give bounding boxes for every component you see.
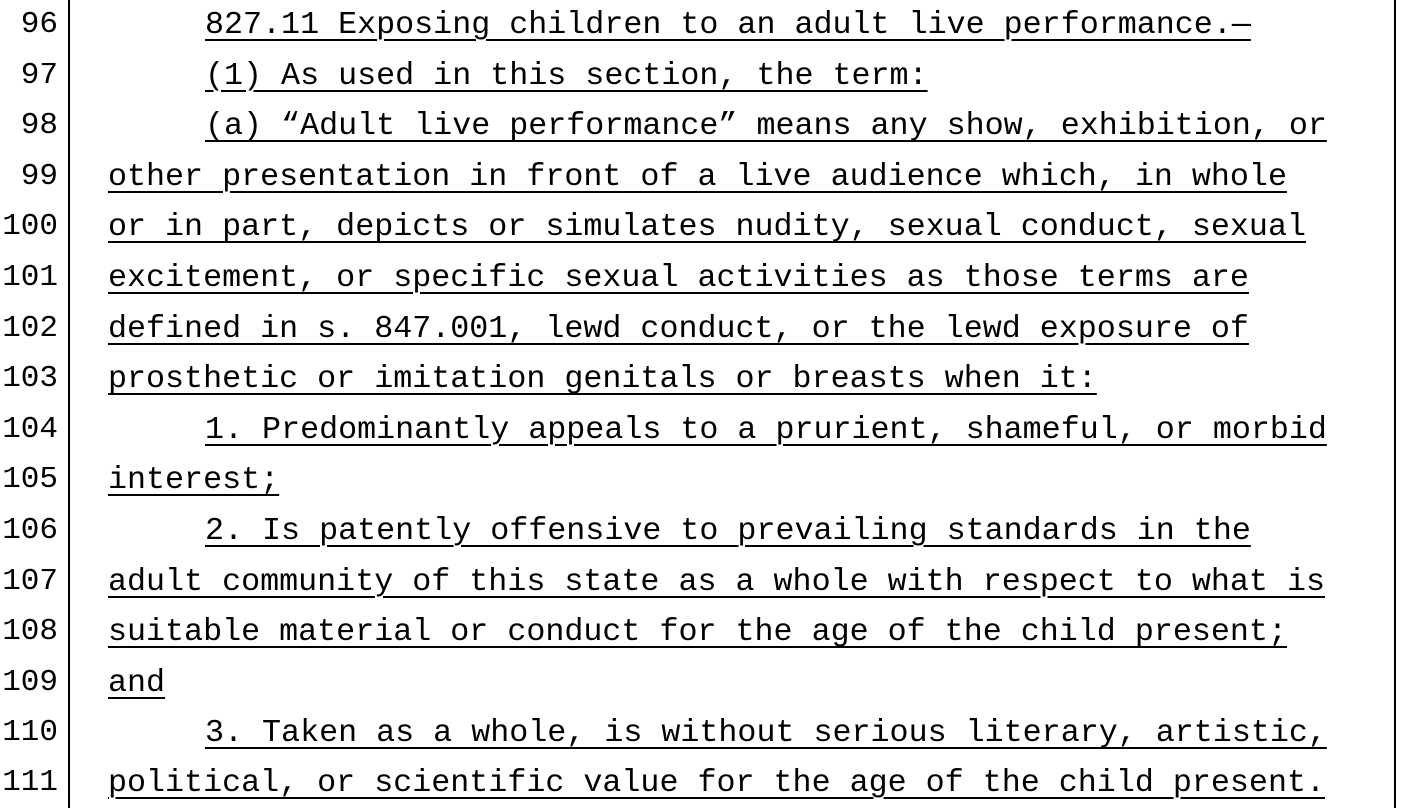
bill-line (0, 101, 1412, 151)
line-number: 98 (20, 108, 58, 144)
line-number: 100 (2, 209, 58, 245)
line-text: defined in s. 847.001, lewd conduct, or the lewd exposure of (108, 310, 1249, 347)
line-text: other presentation in front of a live audience which, in whole (108, 158, 1287, 195)
line-text: (a) “Adult live performance” means any show, exhibition, or (205, 108, 1327, 145)
line-number: 105 (2, 462, 58, 498)
line-text: interest; (108, 462, 280, 499)
line-text: prosthetic or imitation genitals or breasts when it: (108, 361, 1097, 398)
line-text: 827.11 Exposing children to an adult live performance.— (205, 7, 1251, 43)
bill-line (0, 455, 1412, 505)
line-number: 107 (2, 563, 58, 599)
line-text: 2. Is patently offensive to prevailing standards in the (205, 513, 1251, 549)
bill-line (0, 253, 1412, 303)
bill-line (0, 152, 1412, 202)
line-number: 106 (2, 513, 58, 548)
line-number: 97 (20, 57, 58, 93)
line-number: 104 (2, 411, 58, 447)
line-number: 99 (20, 158, 58, 194)
bill-line (0, 51, 1412, 101)
bill-line (0, 557, 1412, 607)
line-text: excitement, or specific sexual activities as those terms are (108, 260, 1249, 296)
line-number: 109 (2, 664, 58, 700)
line-number: 102 (2, 310, 58, 346)
line-text: or in part, depicts or simulates nudity, sexual conduct, sexual (108, 209, 1306, 246)
bill-line (0, 506, 1412, 556)
bill-line (0, 354, 1412, 404)
line-number: 110 (2, 715, 58, 751)
bill-line (0, 202, 1412, 252)
line-number: 96 (20, 7, 58, 42)
bill-line (0, 0, 1412, 50)
bill-line (0, 304, 1412, 354)
line-number: 103 (2, 361, 58, 397)
bill-line (0, 607, 1412, 657)
line-text: political, or scientific value for the age of the child present. (108, 765, 1325, 801)
bill-line (0, 405, 1412, 455)
bill-line (0, 758, 1412, 808)
line-text: 1. Predominantly appeals to a prurient, shameful, or morbid (205, 411, 1327, 448)
line-text: and (108, 664, 166, 701)
line-text: 3. Taken as a whole, is without serious literary, artistic, (205, 715, 1327, 752)
bill-line (0, 658, 1412, 708)
line-text: suitable material or conduct for the age of the child present; (108, 614, 1287, 651)
line-number: 111 (2, 765, 58, 800)
line-number: 108 (2, 614, 58, 650)
line-number: 101 (2, 260, 58, 295)
bill-line (0, 708, 1412, 758)
line-text: (1) As used in this section, the term: (205, 57, 928, 94)
line-text: adult community of this state as a whole with respect to what is (108, 563, 1325, 600)
